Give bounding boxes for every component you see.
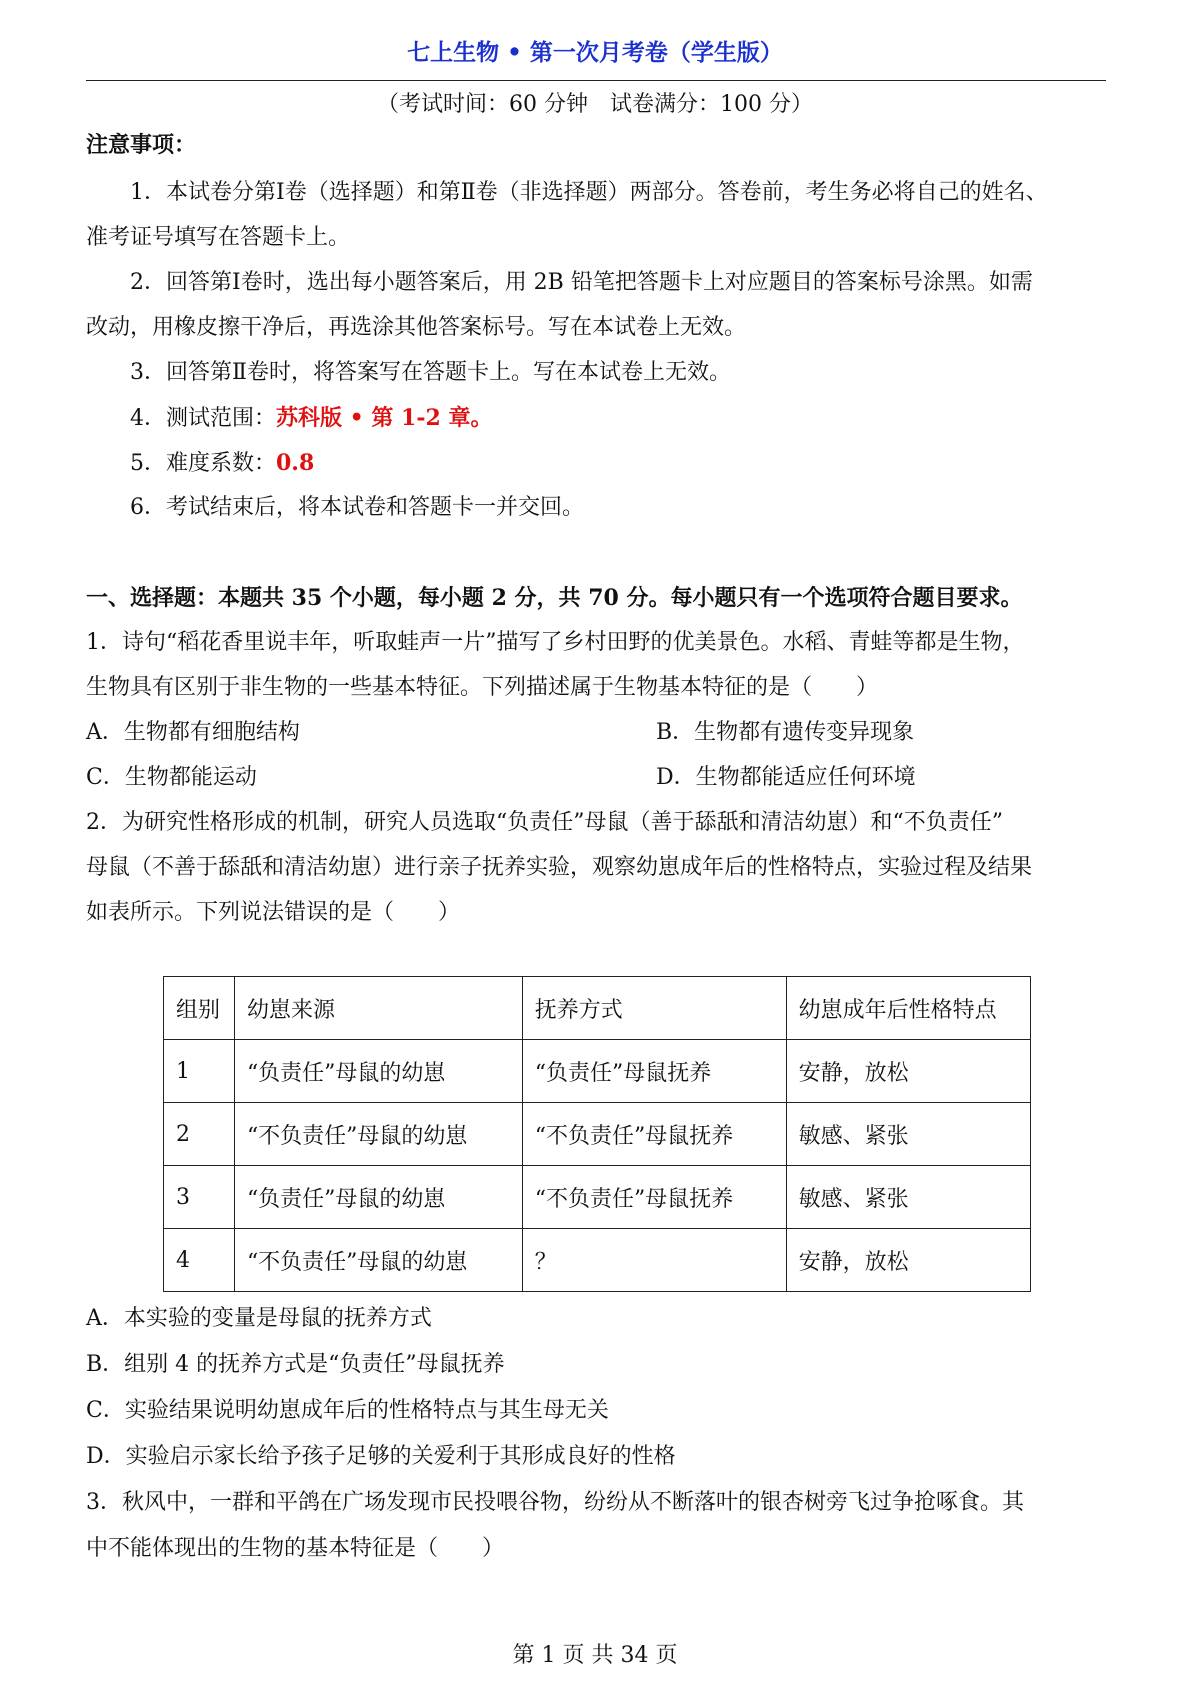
q3-line-1: 3．秋风中，一群和平鸽在广场发现市民投喂谷物，纷纷从不断落叶的银杏树旁飞过争抢啄食。其 (86, 1490, 1025, 1515)
table-row (164, 1229, 1031, 1292)
q1-options-row-1 (86, 718, 1110, 748)
table-row (164, 1166, 1031, 1229)
table-cell: 4 (164, 1229, 235, 1292)
table-cell: 3 (164, 1166, 235, 1229)
note-1-line-1: 1．本试卷分第Ⅰ卷（选择题）和第Ⅱ卷（非选择题）两部分。答卷前，考生务必将自己的姓名、 (130, 180, 1048, 205)
q1-options-row-2 (86, 763, 1110, 793)
table-cell: 敏感、紧张 (786, 1166, 1030, 1229)
table-cell: 安静，放松 (786, 1229, 1030, 1292)
q1-option-c: C．生物都能运动 (86, 765, 257, 790)
section-1-heading: 一、选择题：本题共 35 个小题，每小题 2 分，共 70 分。每小题只有一个选项符合题目要求。 (86, 585, 1023, 611)
q2-line-2: 母鼠（不善于舔舐和清洁幼崽）进行亲子抚养实验，观察幼崽成年后的性格特点，实验过程及结果 (86, 855, 1033, 880)
experiment-table (163, 976, 1031, 1292)
table-cell: 安静，放松 (786, 1040, 1030, 1103)
header-divider (86, 80, 1106, 81)
table-header-cell: 组别 (164, 977, 235, 1040)
note-4-label: 4．测试范围： (130, 406, 276, 431)
table-cell: 1 (164, 1040, 235, 1103)
q1-option-b: B．生物都有遗传变异现象 (656, 720, 915, 745)
table-cell: 敏感、紧张 (786, 1103, 1030, 1166)
note-1-line-2: 准考证号填写在答题卡上。 (86, 225, 351, 250)
page-title: 七上生物 • 第一次月考卷（学生版） (407, 39, 783, 66)
q1-option-a: A．生物都有细胞结构 (86, 720, 300, 745)
page-number: 第 1 页 共 34 页 (512, 1643, 678, 1668)
q2-option-a: A．本实验的变量是母鼠的抚养方式 (86, 1306, 432, 1331)
table-header-cell: 幼崽来源 (234, 977, 522, 1040)
table-cell: “负责任”母鼠的幼崽 (234, 1166, 522, 1229)
q2-option-b: B．组别 4 的抚养方式是“负责任”母鼠抚养 (86, 1352, 505, 1377)
table-cell: “不负责任”母鼠的幼崽 (234, 1103, 522, 1166)
table-cell: 2 (164, 1103, 235, 1166)
table-cell: “负责任”母鼠抚养 (522, 1040, 786, 1103)
q2-option-c: C．实验结果说明幼崽成年后的性格特点与其生母无关 (86, 1398, 609, 1423)
table-cell: “不负责任”母鼠抚养 (522, 1166, 786, 1229)
note-3: 3．回答第Ⅱ卷时，将答案写在答题卡上。写在本试卷上无效。 (130, 360, 731, 385)
difficulty-value: 0.8 (276, 450, 315, 476)
table-header-cell: 幼崽成年后性格特点 (786, 977, 1030, 1040)
notes-heading: 注意事项： (86, 132, 197, 158)
note-2-line-2: 改动，用橡皮擦干净后，再选涂其他答案标号。写在本试卷上无效。 (86, 315, 747, 340)
q2-line-3: 如表所示。下列说法错误的是（ ） (86, 900, 461, 925)
table-cell: “不负责任”母鼠的幼崽 (234, 1229, 522, 1292)
exam-info: （考试时间：60 分钟 试卷满分：100 分） (377, 92, 813, 117)
q1-option-d: D．生物都能适应任何环境 (656, 765, 916, 790)
test-scope: 苏科版 • 第 1-2 章。 (276, 405, 493, 431)
q1-line-2: 生物具有区别于非生物的一些基本特征。下列描述属于生物基本特征的是（ ） (86, 675, 879, 700)
q1-line-1: 1．诗句“稻花香里说丰年，听取蛙声一片”描写了乡村田野的优美景色。水稻、青蛙等都是生物， (86, 630, 1025, 655)
note-6: 6．考试结束后，将本试卷和答题卡一并交回。 (130, 495, 584, 520)
note-5 (130, 448, 1154, 479)
table-header-cell: 抚养方式 (522, 977, 786, 1040)
note-2-line-1: 2．回答第Ⅰ卷时，选出每小题答案后，用 2B 铅笔把答题卡上对应题目的答案标号涂黑。如需 (130, 270, 1033, 295)
note-5-label: 5．难度系数： (130, 451, 276, 476)
q2-line-1: 2．为研究性格形成的机制，研究人员选取“负责任”母鼠（善于舔舐和清洁幼崽）和“不负责任” (86, 810, 1003, 835)
table-cell: ？ (522, 1229, 786, 1292)
table-row (164, 1103, 1031, 1166)
q3-line-2: 中不能体现出的生物的基本特征是（ ） (86, 1536, 505, 1561)
q2-option-d: D．实验启示家长给予孩子足够的关爱利于其形成良好的性格 (86, 1444, 676, 1469)
table-cell: “负责任”母鼠的幼崽 (234, 1040, 522, 1103)
table-cell: “不负责任”母鼠抚养 (522, 1103, 786, 1166)
table-header-row (164, 977, 1031, 1040)
table-row (164, 1040, 1031, 1103)
note-4 (130, 403, 1154, 434)
